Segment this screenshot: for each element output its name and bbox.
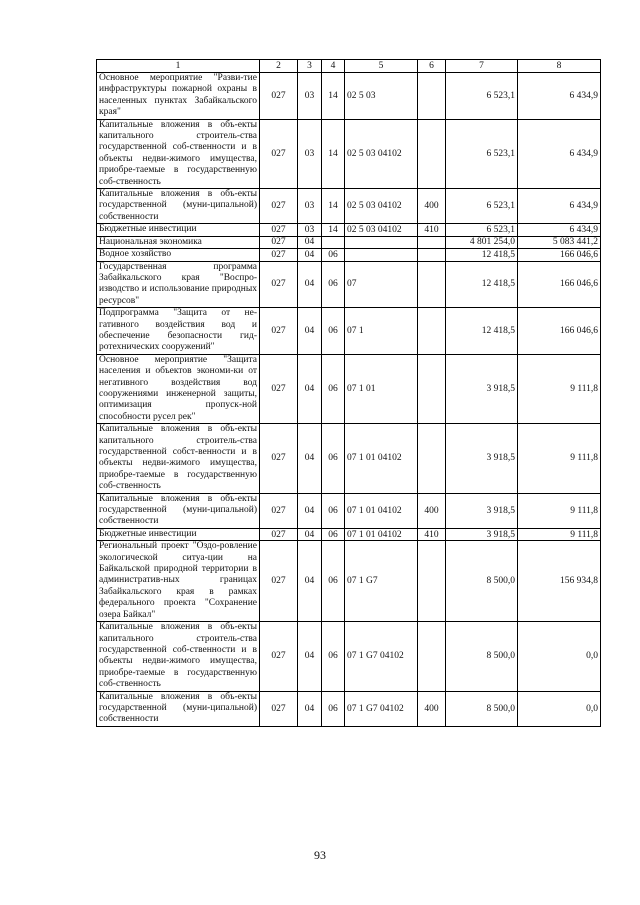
cell-target-article: 07 1 xyxy=(345,308,418,355)
table-row xyxy=(97,308,601,355)
cell-ministry-code: 027 xyxy=(260,73,298,120)
cell-target-article: 07 1 01 xyxy=(345,354,418,423)
table-row xyxy=(97,261,601,308)
cell-name: Национальная экономика xyxy=(97,236,260,248)
cell-expense-type xyxy=(418,424,446,493)
cell-section: 04 xyxy=(298,493,322,528)
cell-ministry-code: 027 xyxy=(260,236,298,248)
cell-amount-year-1: 12 418,5 xyxy=(446,249,518,261)
cell-section: 04 xyxy=(298,308,322,355)
cell-subsection: 14 xyxy=(322,119,345,188)
cell-expense-type xyxy=(418,308,446,355)
cell-section: 03 xyxy=(298,224,322,236)
cell-target-article: 02 5 03 04102 xyxy=(345,119,418,188)
cell-subsection: 06 xyxy=(322,541,345,622)
cell-name: Бюджетные инвестиции xyxy=(97,528,260,540)
header-col-5: 5 xyxy=(345,60,418,73)
table-row xyxy=(97,622,601,691)
cell-ministry-code: 027 xyxy=(260,119,298,188)
cell-subsection: 14 xyxy=(322,73,345,120)
cell-expense-type xyxy=(418,261,446,308)
cell-section: 04 xyxy=(298,424,322,493)
cell-expense-type xyxy=(418,249,446,261)
cell-subsection: 06 xyxy=(322,528,345,540)
cell-target-article: 07 1 G7 xyxy=(345,541,418,622)
table-row xyxy=(97,249,601,261)
cell-amount-year-2: 9 111,8 xyxy=(518,424,601,493)
cell-name: Капитальные вложения в объ-екты государственной (муни-ципальной) собственности xyxy=(97,189,260,224)
table-row xyxy=(97,119,601,188)
cell-amount-year-1: 3 918,5 xyxy=(446,493,518,528)
cell-expense-type xyxy=(418,354,446,423)
cell-amount-year-1: 8 500,0 xyxy=(446,541,518,622)
cell-target-article: 07 1 G7 04102 xyxy=(345,622,418,691)
cell-amount-year-2: 9 111,8 xyxy=(518,528,601,540)
cell-section: 04 xyxy=(298,691,322,726)
cell-target-article: 07 1 01 04102 xyxy=(345,424,418,493)
cell-section: 04 xyxy=(298,622,322,691)
cell-expense-type: 410 xyxy=(418,528,446,540)
cell-name: Водное хозяйство xyxy=(97,249,260,261)
cell-ministry-code: 027 xyxy=(260,189,298,224)
cell-target-article: 07 1 01 04102 xyxy=(345,493,418,528)
budget-table xyxy=(96,59,601,727)
cell-section: 04 xyxy=(298,249,322,261)
cell-amount-year-2: 9 111,8 xyxy=(518,493,601,528)
cell-subsection: 06 xyxy=(322,354,345,423)
cell-target-article xyxy=(345,249,418,261)
cell-target-article xyxy=(345,236,418,248)
cell-expense-type: 410 xyxy=(418,224,446,236)
cell-amount-year-2: 0,0 xyxy=(518,622,601,691)
cell-expense-type: 400 xyxy=(418,493,446,528)
cell-name: Региональный проект "Оздо-ровление экологической ситуа-ции на Байкальской природной территории в административ-ных границах Забайкальского края в рамках федерального проекта "Сохранение озера Байкал" xyxy=(97,541,260,622)
header-col-4: 4 xyxy=(322,60,345,73)
cell-ministry-code: 027 xyxy=(260,541,298,622)
cell-amount-year-1: 3 918,5 xyxy=(446,424,518,493)
cell-amount-year-2: 166 046,6 xyxy=(518,261,601,308)
table-row xyxy=(97,354,601,423)
cell-section: 04 xyxy=(298,261,322,308)
cell-target-article: 07 xyxy=(345,261,418,308)
cell-name: Капитальные вложения в объ-екты капитального строитель-ства государственной собст-венности и в объекты недви-жимого имущества, приобре-таемые в государственную соб-ственность xyxy=(97,424,260,493)
cell-name: Подпрограмма "Защита от не-гативного воздействия вод и обеспечение безопасности гид-ротехнических сооружений" xyxy=(97,308,260,355)
cell-amount-year-1: 6 523,1 xyxy=(446,73,518,120)
table-row xyxy=(97,528,601,540)
table-row xyxy=(97,493,601,528)
cell-name: Капитальные вложения в объ-екты государственной (муни-ципальной) собственности xyxy=(97,691,260,726)
cell-name: Бюджетные инвестиции xyxy=(97,224,260,236)
cell-subsection: 06 xyxy=(322,424,345,493)
cell-name: Капитальные вложения в объ-екты государственной (муни-ципальной) собственности xyxy=(97,493,260,528)
cell-ministry-code: 027 xyxy=(260,622,298,691)
cell-ministry-code: 027 xyxy=(260,249,298,261)
table-row xyxy=(97,73,601,120)
cell-name: Основное мероприятие "Защита населения и объектов экономи-ки от негативного воздействия вод сооружениями инженерной защиты, оптимизация пропуск-ной способности русел рек" xyxy=(97,354,260,423)
cell-amount-year-2: 156 934,8 xyxy=(518,541,601,622)
cell-section: 03 xyxy=(298,119,322,188)
cell-amount-year-2: 6 434,9 xyxy=(518,119,601,188)
cell-amount-year-2: 6 434,9 xyxy=(518,189,601,224)
table-row xyxy=(97,189,601,224)
cell-ministry-code: 027 xyxy=(260,261,298,308)
cell-expense-type: 400 xyxy=(418,189,446,224)
header-col-2: 2 xyxy=(260,60,298,73)
cell-amount-year-1: 8 500,0 xyxy=(446,622,518,691)
cell-amount-year-2: 5 083 441,2 xyxy=(518,236,601,248)
cell-amount-year-2: 166 046,6 xyxy=(518,308,601,355)
cell-section: 04 xyxy=(298,354,322,423)
cell-subsection: 06 xyxy=(322,249,345,261)
cell-expense-type: 400 xyxy=(418,691,446,726)
cell-amount-year-2: 9 111,8 xyxy=(518,354,601,423)
cell-subsection: 06 xyxy=(322,493,345,528)
cell-expense-type xyxy=(418,541,446,622)
cell-target-article: 02 5 03 xyxy=(345,73,418,120)
cell-target-article: 02 5 03 04102 xyxy=(345,224,418,236)
cell-subsection: 14 xyxy=(322,189,345,224)
cell-section: 04 xyxy=(298,528,322,540)
cell-target-article: 07 1 G7 04102 xyxy=(345,691,418,726)
cell-section: 04 xyxy=(298,236,322,248)
cell-amount-year-1: 12 418,5 xyxy=(446,308,518,355)
cell-ministry-code: 027 xyxy=(260,528,298,540)
cell-subsection: 06 xyxy=(322,261,345,308)
cell-subsection xyxy=(322,236,345,248)
header-row xyxy=(97,60,601,73)
cell-ministry-code: 027 xyxy=(260,493,298,528)
cell-expense-type xyxy=(418,622,446,691)
cell-section: 04 xyxy=(298,541,322,622)
cell-amount-year-1: 6 523,1 xyxy=(446,224,518,236)
cell-amount-year-1: 4 801 254,0 xyxy=(446,236,518,248)
cell-name: Государственная программа Забайкальского края "Воспро-изводство и использование природных ресурсов" xyxy=(97,261,260,308)
table-row xyxy=(97,424,601,493)
cell-subsection: 06 xyxy=(322,308,345,355)
cell-ministry-code: 027 xyxy=(260,354,298,423)
cell-name: Капитальные вложения в объ-екты капитального строитель-ства государственной соб-ственности и в объекты недви-жимого имущества, приобре-таемые в государственную соб-ственность xyxy=(97,622,260,691)
header-col-3: 3 xyxy=(298,60,322,73)
cell-subsection: 06 xyxy=(322,691,345,726)
cell-subsection: 06 xyxy=(322,622,345,691)
table-row xyxy=(97,224,601,236)
cell-amount-year-2: 166 046,6 xyxy=(518,249,601,261)
table-row xyxy=(97,541,601,622)
header-col-1: 1 xyxy=(97,60,260,73)
table-row xyxy=(97,691,601,726)
cell-amount-year-1: 3 918,5 xyxy=(446,528,518,540)
table-row xyxy=(97,236,601,248)
cell-section: 03 xyxy=(298,73,322,120)
cell-name: Основное мероприятие "Разви-тие инфраструктуры пожарной охраны в населенных пунктах Забайкальского края" xyxy=(97,73,260,120)
cell-ministry-code: 027 xyxy=(260,424,298,493)
cell-amount-year-1: 12 418,5 xyxy=(446,261,518,308)
cell-amount-year-1: 6 523,1 xyxy=(446,119,518,188)
cell-name: Капитальные вложения в объ-екты капитального строитель-ства государственной соб-ственности и в объекты недви-жимого имущества, приобре-таемые в государственную соб-ственность xyxy=(97,119,260,188)
cell-ministry-code: 027 xyxy=(260,308,298,355)
cell-amount-year-2: 6 434,9 xyxy=(518,73,601,120)
cell-amount-year-1: 8 500,0 xyxy=(446,691,518,726)
cell-ministry-code: 027 xyxy=(260,224,298,236)
header-col-7: 7 xyxy=(446,60,518,73)
cell-subsection: 14 xyxy=(322,224,345,236)
cell-expense-type xyxy=(418,236,446,248)
cell-section: 03 xyxy=(298,189,322,224)
cell-expense-type xyxy=(418,119,446,188)
header-col-6: 6 xyxy=(418,60,446,73)
header-col-8: 8 xyxy=(518,60,601,73)
cell-ministry-code: 027 xyxy=(260,691,298,726)
cell-expense-type xyxy=(418,73,446,120)
cell-amount-year-2: 6 434,9 xyxy=(518,224,601,236)
cell-amount-year-2: 0,0 xyxy=(518,691,601,726)
cell-target-article: 07 1 01 04102 xyxy=(345,528,418,540)
cell-amount-year-1: 3 918,5 xyxy=(446,354,518,423)
page-number: 93 xyxy=(314,848,326,862)
cell-target-article: 02 5 03 04102 xyxy=(345,189,418,224)
cell-amount-year-1: 6 523,1 xyxy=(446,189,518,224)
